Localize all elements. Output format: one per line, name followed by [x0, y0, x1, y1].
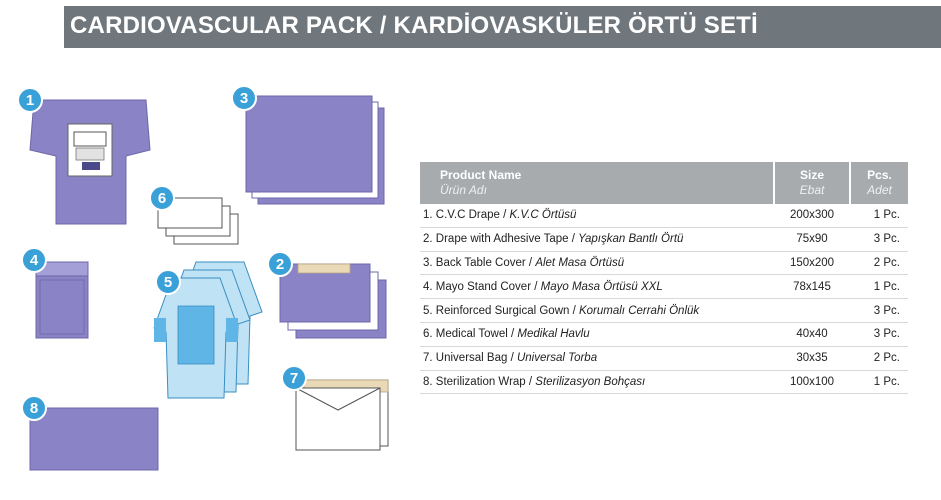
header-size-tr: Ebat [799, 183, 825, 197]
pcs-cell: 1 Pc. [850, 275, 908, 299]
product-table-container [420, 162, 908, 394]
size-cell: 200x300 [774, 204, 850, 227]
pcs-cell: 2 Pc. [850, 251, 908, 275]
header-product-name-en: Product Name [440, 168, 522, 182]
product-name-cell [420, 346, 774, 370]
product-name-en: Drape with Adhesive Tape / [435, 233, 575, 246]
size-cell: 100x100 [774, 370, 850, 394]
pcs-cell: 3 Pc. [850, 322, 908, 346]
row-number: 2. [423, 233, 433, 246]
product-name-cell [420, 227, 774, 251]
product-name-en: C.V.C Drape / [435, 209, 507, 222]
mayo-stand-cover-illustration [22, 248, 88, 338]
product-name-en: Mayo Stand Cover / [435, 280, 538, 293]
product-name-en: Reinforced Surgical Gown / [435, 304, 576, 317]
product-name-tr: Universal Torba [516, 352, 598, 365]
pcs-cell: 3 Pc. [850, 227, 908, 251]
header-size [774, 162, 850, 204]
product-name-tr: Sterilizasyon Bohçası [535, 375, 646, 388]
product-name-tr: Mayo Masa Örtüsü XXL [540, 280, 663, 293]
title-banner [64, 6, 941, 48]
table-header-row [420, 162, 908, 204]
table-row [420, 204, 908, 227]
table-row [420, 275, 908, 299]
size-cell: 40x40 [774, 322, 850, 346]
badge-2-label: 2 [275, 256, 285, 273]
header-pcs-tr: Adet [867, 183, 892, 197]
adhesive-drape-illustration [268, 252, 386, 338]
product-name-cell [420, 299, 774, 323]
pack-illustration [0, 60, 400, 500]
cvc-drape-illustration [18, 88, 150, 224]
table-row [420, 299, 908, 323]
product-name-en: Medical Towel / [435, 328, 515, 341]
header-product-name [420, 162, 774, 204]
table-row [420, 346, 908, 370]
size-cell: 150x200 [774, 251, 850, 275]
badge-1-label: 1 [25, 92, 35, 109]
product-name-tr: Medikal Havlu [517, 328, 590, 341]
table-row [420, 322, 908, 346]
pcs-cell: 1 Pc. [850, 204, 908, 227]
badge-3-label: 3 [239, 90, 249, 107]
product-name-cell [420, 204, 774, 227]
size-cell [774, 299, 850, 323]
product-name-cell [420, 322, 774, 346]
badge-6-label: 6 [157, 190, 167, 207]
surgical-gown-illustration [154, 262, 262, 398]
row-number: 7. [423, 352, 433, 365]
size-cell: 75x90 [774, 227, 850, 251]
table-row [420, 251, 908, 275]
size-cell: 30x35 [774, 346, 850, 370]
product-name-tr: Alet Masa Örtüsü [535, 256, 625, 269]
pcs-cell: 1 Pc. [850, 370, 908, 394]
page-title: CARDIOVASCULAR PACK / KARDİOVASKÜLER ÖRTÜ SETİ [70, 12, 758, 39]
row-number: 6. [423, 328, 433, 341]
table-row [420, 370, 908, 394]
product-name-en: Sterilization Wrap / [435, 375, 533, 388]
row-number: 3. [423, 256, 433, 269]
product-name-cell [420, 370, 774, 394]
product-name-tr: Yapışkan Bantlı Örtü [578, 233, 684, 246]
product-name-en: Back Table Cover / [435, 256, 533, 269]
header-pcs [850, 162, 908, 204]
header-product-name-tr: Ürün Adı [440, 183, 487, 197]
product-name-cell [420, 275, 774, 299]
badge-8-label: 8 [29, 400, 39, 417]
product-table [420, 162, 908, 394]
pcs-cell: 2 Pc. [850, 346, 908, 370]
header-size-en: Size [799, 168, 824, 182]
row-number: 4. [423, 280, 433, 293]
product-name-tr: Korumalı Cerrahi Önlük [578, 304, 700, 317]
row-number: 8. [423, 375, 433, 388]
pcs-cell: 3 Pc. [850, 299, 908, 323]
product-name-tr: K.V.C Örtüsü [509, 209, 577, 222]
row-number: 5. [423, 304, 433, 317]
badge-5-label: 5 [163, 274, 173, 291]
badge-4-label: 4 [29, 252, 39, 269]
badge-7-label: 7 [289, 370, 299, 387]
medical-towel-illustration [150, 186, 238, 244]
sterilization-wrap-illustration [22, 396, 158, 470]
header-pcs-en: Pcs. [867, 168, 892, 182]
product-name-en: Universal Bag / [435, 352, 514, 365]
size-cell: 78x145 [774, 275, 850, 299]
table-row [420, 227, 908, 251]
universal-bag-illustration [282, 366, 388, 450]
back-table-cover-illustration [232, 86, 384, 204]
product-name-cell [420, 251, 774, 275]
row-number: 1. [423, 209, 433, 222]
